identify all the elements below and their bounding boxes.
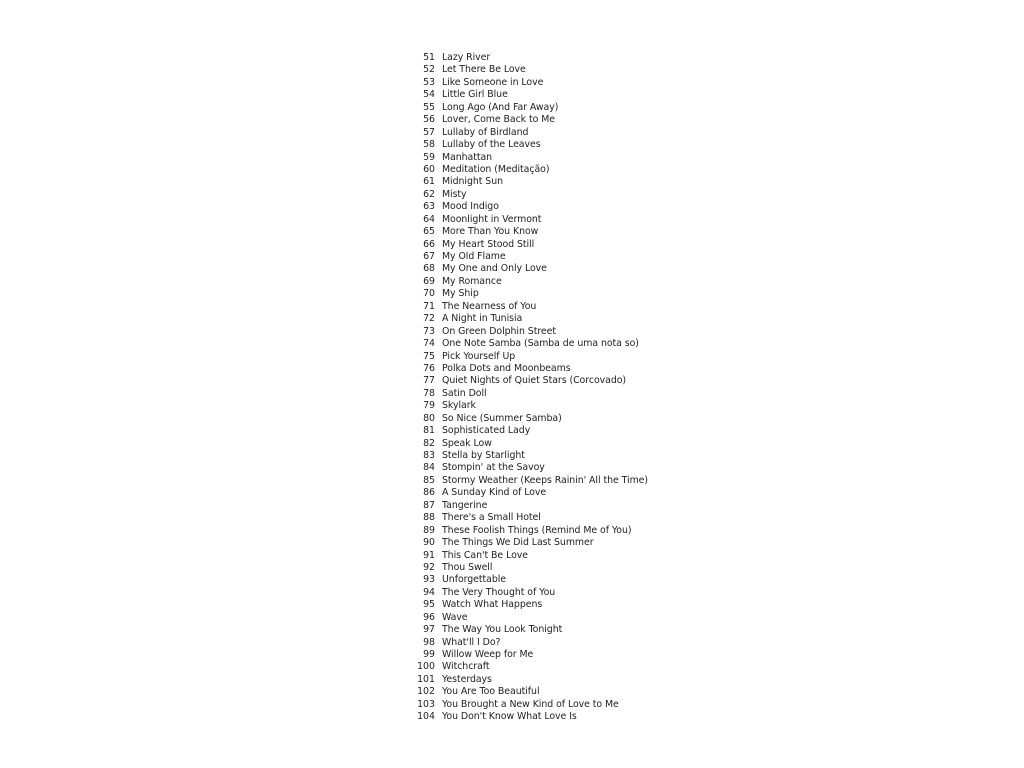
song-title: Wave xyxy=(442,611,468,623)
song-number: 90 xyxy=(423,537,435,549)
song-title: Pick Yourself Up xyxy=(442,350,516,362)
song-title: Stompin' at the Savoy xyxy=(442,462,545,474)
song-row xyxy=(412,77,712,89)
song-title: The Very Thought of You xyxy=(442,586,556,598)
song-number: 60 xyxy=(423,163,435,175)
song-number: 87 xyxy=(423,499,435,511)
song-row xyxy=(412,400,712,412)
song-row xyxy=(412,214,712,226)
song-title: A Sunday Kind of Love xyxy=(442,487,547,499)
song-row xyxy=(412,363,712,375)
song-number: 85 xyxy=(423,474,435,486)
song-row xyxy=(412,661,712,673)
song-number: 101 xyxy=(417,673,435,685)
song-title: My One and Only Love xyxy=(442,263,547,275)
song-title: Meditation (Meditação) xyxy=(442,163,550,175)
song-number: 62 xyxy=(423,188,435,200)
song-title: Like Someone in Love xyxy=(442,76,544,88)
song-number: 71 xyxy=(423,300,435,312)
song-title: Lullaby of Birdland xyxy=(442,126,529,138)
song-title: The Way You Look Tonight xyxy=(442,624,563,636)
song-number: 98 xyxy=(423,636,435,648)
song-number: 81 xyxy=(423,425,435,437)
song-title: Mood Indigo xyxy=(442,201,499,213)
song-row xyxy=(412,699,712,711)
song-row xyxy=(412,550,712,562)
song-title: You Are Too Beautiful xyxy=(442,686,540,698)
song-row xyxy=(412,276,712,288)
song-row xyxy=(412,351,712,363)
song-number: 75 xyxy=(423,350,435,362)
song-number: 89 xyxy=(423,524,435,536)
song-row xyxy=(412,313,712,325)
song-row xyxy=(412,301,712,313)
song-title: Speak Low xyxy=(442,437,492,449)
song-number: 88 xyxy=(423,512,435,524)
song-title: Sophisticated Lady xyxy=(442,425,531,437)
song-row xyxy=(412,450,712,462)
song-row xyxy=(412,139,712,151)
song-title: Willow Weep for Me xyxy=(442,649,534,660)
song-title: You Don't Know What Love Is xyxy=(442,711,577,723)
song-number: 77 xyxy=(423,375,435,387)
song-row xyxy=(412,127,712,139)
song-row xyxy=(412,152,712,164)
song-number: 55 xyxy=(423,101,435,113)
song-row xyxy=(412,711,712,723)
song-title: A Night in Tunisia xyxy=(442,313,523,325)
song-row xyxy=(412,500,712,512)
song-number: 69 xyxy=(423,275,435,287)
song-number: 83 xyxy=(423,450,435,461)
song-number: 84 xyxy=(423,462,435,474)
song-number: 78 xyxy=(423,387,435,399)
song-number: 103 xyxy=(417,698,435,710)
song-row xyxy=(412,114,712,126)
song-title: Tangerine xyxy=(442,499,488,511)
song-title: My Old Flame xyxy=(442,251,506,262)
song-number: 51 xyxy=(423,52,435,63)
song-title: Lullaby of the Leaves xyxy=(442,139,541,151)
song-row xyxy=(412,89,712,101)
song-title: This Can't Be Love xyxy=(442,549,528,561)
song-title: My Ship xyxy=(442,288,479,300)
song-row xyxy=(412,525,712,537)
song-title: Watch What Happens xyxy=(442,599,543,611)
song-number: 86 xyxy=(423,487,435,499)
song-row xyxy=(412,624,712,636)
song-title: Quiet Nights of Quiet Stars (Corcovado) xyxy=(442,375,627,387)
song-number: 95 xyxy=(423,599,435,611)
song-row xyxy=(412,189,712,201)
song-number: 57 xyxy=(423,126,435,138)
song-row xyxy=(412,263,712,275)
song-title: Manhattan xyxy=(442,151,493,163)
song-row xyxy=(412,587,712,599)
song-number: 74 xyxy=(423,338,435,350)
song-number: 79 xyxy=(423,400,435,412)
song-row xyxy=(412,226,712,238)
song-row xyxy=(412,574,712,586)
song-number: 64 xyxy=(423,213,435,225)
song-title: More Than You Know xyxy=(442,226,539,238)
song-number: 56 xyxy=(423,114,435,126)
song-title: Stella by Starlight xyxy=(442,450,525,461)
song-number: 99 xyxy=(423,649,435,660)
song-title: Thou Swell xyxy=(442,561,493,573)
song-title: Midnight Sun xyxy=(442,176,503,188)
song-title: Misty xyxy=(442,188,467,200)
song-row xyxy=(412,599,712,611)
song-title: These Foolish Things (Remind Me of You) xyxy=(442,524,632,536)
song-title: What'll I Do? xyxy=(442,636,501,648)
song-title: There's a Small Hotel xyxy=(442,512,541,524)
song-title: On Green Dolphin Street xyxy=(442,325,556,337)
song-row xyxy=(412,201,712,213)
song-number: 53 xyxy=(423,76,435,88)
song-title: Long Ago (And Far Away) xyxy=(442,101,559,113)
song-title: Skylark xyxy=(442,400,476,412)
song-row xyxy=(412,64,712,76)
song-row xyxy=(412,438,712,450)
song-title: My Heart Stood Still xyxy=(442,238,535,250)
song-title: Witchcraft xyxy=(442,661,490,673)
song-number: 82 xyxy=(423,437,435,449)
song-row xyxy=(412,637,712,649)
song-row xyxy=(412,288,712,300)
song-title: Lazy River xyxy=(442,52,491,63)
song-list xyxy=(412,52,712,724)
song-row xyxy=(412,375,712,387)
song-title: The Nearness of You xyxy=(442,300,537,312)
song-title: Stormy Weather (Keeps Rainin' All the Time) xyxy=(442,474,648,486)
song-row xyxy=(412,674,712,686)
song-title: Yesterdays xyxy=(442,673,492,685)
song-row xyxy=(412,649,712,661)
song-number: 96 xyxy=(423,611,435,623)
song-row xyxy=(412,512,712,524)
song-row xyxy=(412,612,712,624)
song-title: One Note Samba (Samba de uma nota so) xyxy=(442,338,639,350)
song-row xyxy=(412,176,712,188)
song-title: Moonlight in Vermont xyxy=(442,213,542,225)
song-number: 59 xyxy=(423,151,435,163)
song-number: 73 xyxy=(423,325,435,337)
song-title: Satin Doll xyxy=(442,387,487,399)
song-title: You Brought a New Kind of Love to Me xyxy=(442,698,619,710)
song-number: 104 xyxy=(417,711,435,723)
song-row xyxy=(412,164,712,176)
song-number: 76 xyxy=(423,362,435,374)
song-row xyxy=(412,102,712,114)
song-number: 61 xyxy=(423,176,435,188)
song-row xyxy=(412,239,712,251)
song-row xyxy=(412,326,712,338)
song-number: 92 xyxy=(423,561,435,573)
song-number: 66 xyxy=(423,238,435,250)
song-title: Lover, Come Back to Me xyxy=(442,114,555,126)
song-title: My Romance xyxy=(442,275,502,287)
song-number: 80 xyxy=(423,412,435,424)
song-number: 100 xyxy=(417,661,435,673)
song-row xyxy=(412,425,712,437)
song-number: 52 xyxy=(423,64,435,76)
song-title: The Things We Did Last Summer xyxy=(442,537,594,549)
song-row xyxy=(412,251,712,263)
song-title: Little Girl Blue xyxy=(442,89,508,101)
song-row xyxy=(412,686,712,698)
song-number: 58 xyxy=(423,139,435,151)
song-number: 102 xyxy=(417,686,435,698)
song-row xyxy=(412,462,712,474)
song-number: 65 xyxy=(423,226,435,238)
song-row xyxy=(412,338,712,350)
song-number: 67 xyxy=(423,251,435,262)
song-title: Unforgettable xyxy=(442,574,507,586)
song-title: So Nice (Summer Samba) xyxy=(442,412,562,424)
song-row xyxy=(412,388,712,400)
song-row xyxy=(412,537,712,549)
song-number: 54 xyxy=(423,89,435,101)
song-number: 91 xyxy=(423,549,435,561)
song-number: 68 xyxy=(423,263,435,275)
song-row xyxy=(412,475,712,487)
song-number: 72 xyxy=(423,313,435,325)
song-title: Let There Be Love xyxy=(442,64,526,76)
song-row xyxy=(412,562,712,574)
song-title: Polka Dots and Moonbeams xyxy=(442,362,571,374)
song-number: 93 xyxy=(423,574,435,586)
song-number: 63 xyxy=(423,201,435,213)
song-number: 70 xyxy=(423,288,435,300)
song-row xyxy=(412,52,712,64)
song-row xyxy=(412,487,712,499)
song-number: 97 xyxy=(423,624,435,636)
song-number: 94 xyxy=(423,586,435,598)
song-row xyxy=(412,413,712,425)
